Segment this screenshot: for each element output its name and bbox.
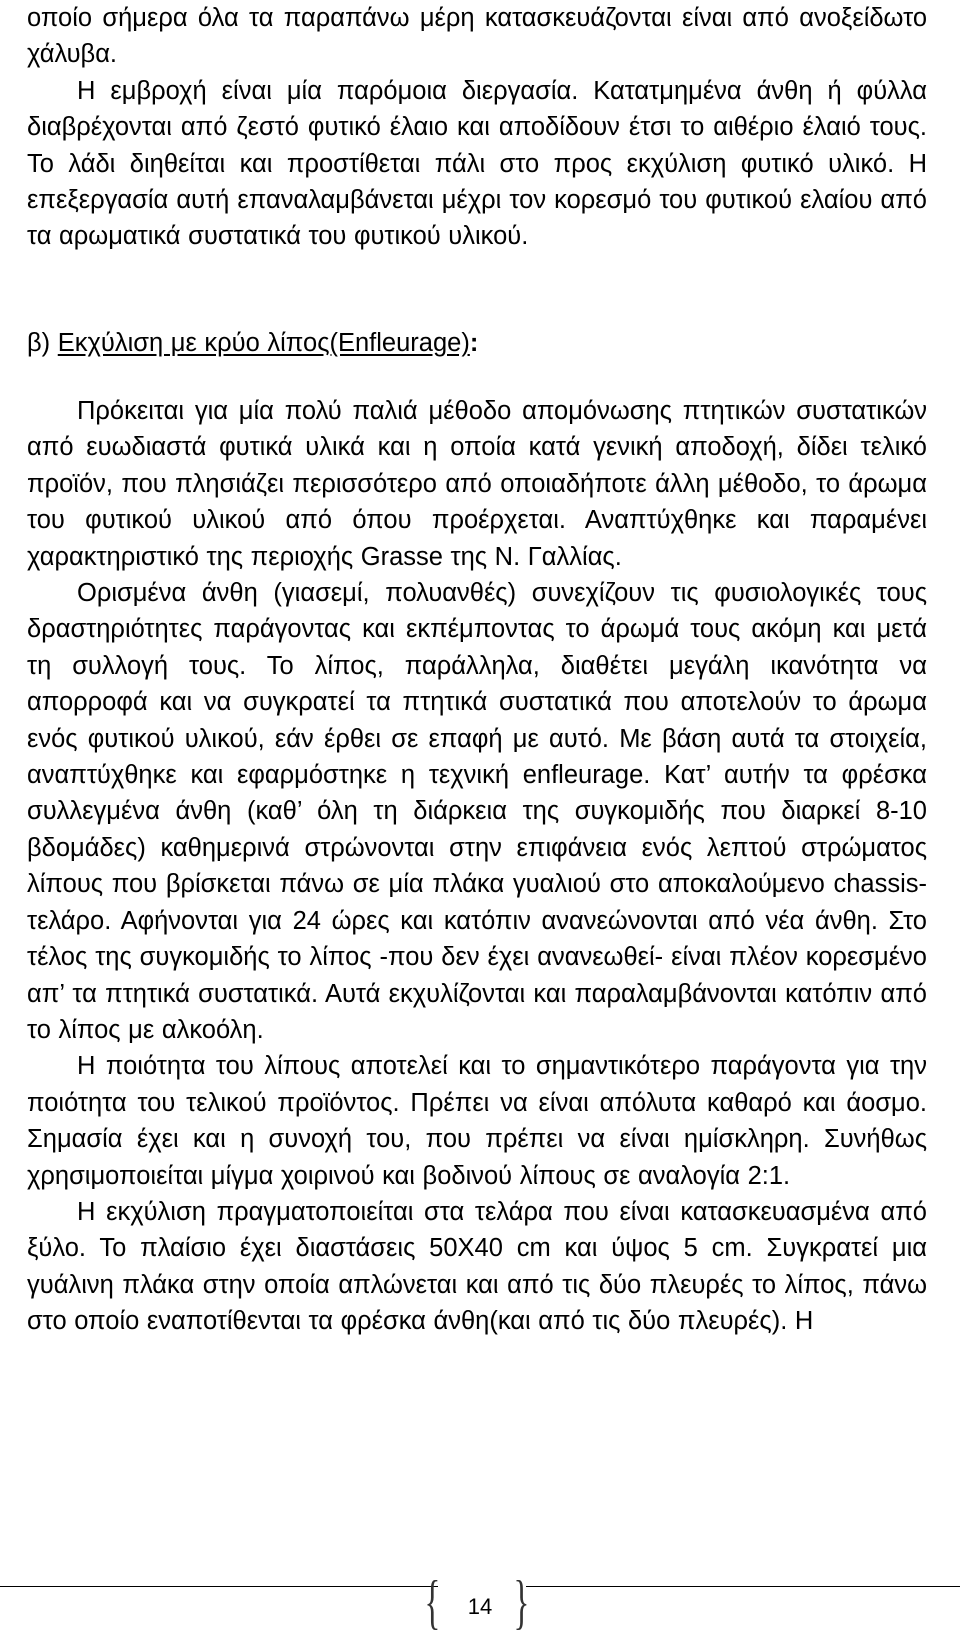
paragraph-embrochi: Η εμβροχή είναι μία παρόμοια διεργασία. Κατατμημένα άνθη ή φύλλα διαβρέχονται από ζεστό φυτικό έλαιο και αποδίδουν έτσι το αιθέριο έλαιό τους. Το λάδι διηθείται και προστίθεται πάλι στο προς εκχύλιση φυτικό υλικό. Η επεξεργασία αυτή επαναλαμβάνεται μέχρι τον κορεσμό του φυτικού ελαίου από τα αρωματικά συστατικά του φυτικού υλικού.: [27, 76, 927, 251]
paragraph-method: Ορισμένα άνθη (γιασεμί, πολυανθές) συνεχίζουν τις φυσιολογικές τους δραστηριότητες παράγοντας και εκπέμποντας το άρωμά τους ακόμη και μετά τη συλλογή τους. Το λίπος, παράλληλα, διαθέτει μεγάλη ικανότητα να απορροφά και να συγκρατεί τα πτητικά συστατικά που αποτελούν το άρωμα ενός φυτικού υλικού, εάν έρθει σε επαφή με αυτό. Με βάση αυτά τα στοιχεία, αναπτύχθηκε και εφαρμόστηκε η τεχνική enfleurage. Κατ’ αυτήν τα φρέσκα συλλεγμένα άνθη (καθ’ όλη τη διάρκεια της συγκομιδής που διαρκεί 8-10 βδομάδες) καθημερινά στρώνονται στην επιφάνεια ενός λεπτού στρώματος λίπους που βρίσκεται πάνω σε μία πλάκα γυαλιού στο αποκαλούμενο chassis-τελάρο. Αφήνονται για 24 ώρες και κατόπιν ανανεώνονται από νέα άνθη. Στο τέλος της συγκομιδής το λίπος -που δεν έχει ανανεωθεί- είναι πλέον κορεσμένο απ’ τα πτητικά συστατικά. Αυτά εκχυλίζονται και παραλαμβάνονται κατόπιν από το λίπος με αλκοόλη.: [27, 579, 927, 1044]
heading-title: Εκχύλιση με κρύο λίπος(Enfleurage): [57, 329, 470, 357]
paragraph-fat-quality: Η ποιότητα του λίπους αποτελεί και το σημαντικότερο παράγοντα για την ποιότητα του τελικού προϊόντος. Πρέπει να είναι απόλυτα καθαρό και άοσμο. Σημασία έχει και η συνοχή του, που πρέπει να είναι ημίσκληρη. Συνήθως χρησιμοποιείται μίγμα χοιρινού και βοδινού λίπους σε αναλογία 2:1.: [27, 1052, 927, 1190]
heading-colon: :: [469, 329, 479, 357]
paragraph-intro: Πρόκειται για μία πολύ παλιά μέθοδο απομόνωσης πτητικών συστατικών από ευωδιαστά φυτικά υλικά και η οποία κατά γενική αποδοχή, δίδει τελικό προϊόν, που πλησιάζει περισσότερο από οποιαδήποτε άλλη μέθοδο, το άρωμα του φυτικού υλικού από όπου προέρχεται. Αναπτύχθηκε και παραμένει χαρακτηριστικό της περιοχής Grasse της Ν. Γαλλίας.: [27, 397, 927, 571]
paragraph-continuation: οποίο σήμερα όλα τα παραπάνω μέρη κατασκευάζονται είναι από ανοξείδωτο χάλυβα.: [27, 4, 927, 69]
right-brace-icon: }: [513, 1569, 530, 1635]
footer-rule-right: [526, 1586, 960, 1587]
heading-prefix: β): [27, 329, 58, 357]
text-block-top: [27, 0, 927, 255]
left-brace-icon: {: [424, 1569, 441, 1635]
footer-rule-left: [0, 1586, 438, 1587]
page-number: 14: [467, 1594, 493, 1619]
section-heading: [27, 325, 927, 361]
paragraph-frames: Η εκχύλιση πραγματοποιείται στα τελάρα που είναι κατασκευασμένα από ξύλο. Το πλαίσιο έχει διαστάσεις 50Χ40 cm και ύψος 5 cm. Συγκρατεί μια γυάλινη πλάκα στην οποία απλώνεται και από τις δύο πλευρές το λίπος, πάνω στο οποίο εναποτίθενται τα φρέσκα άνθη(και από τις δύο πλευρές). Η: [27, 1197, 927, 1336]
page-footer: [0, 1569, 960, 1636]
text-block-main: [27, 393, 927, 1340]
